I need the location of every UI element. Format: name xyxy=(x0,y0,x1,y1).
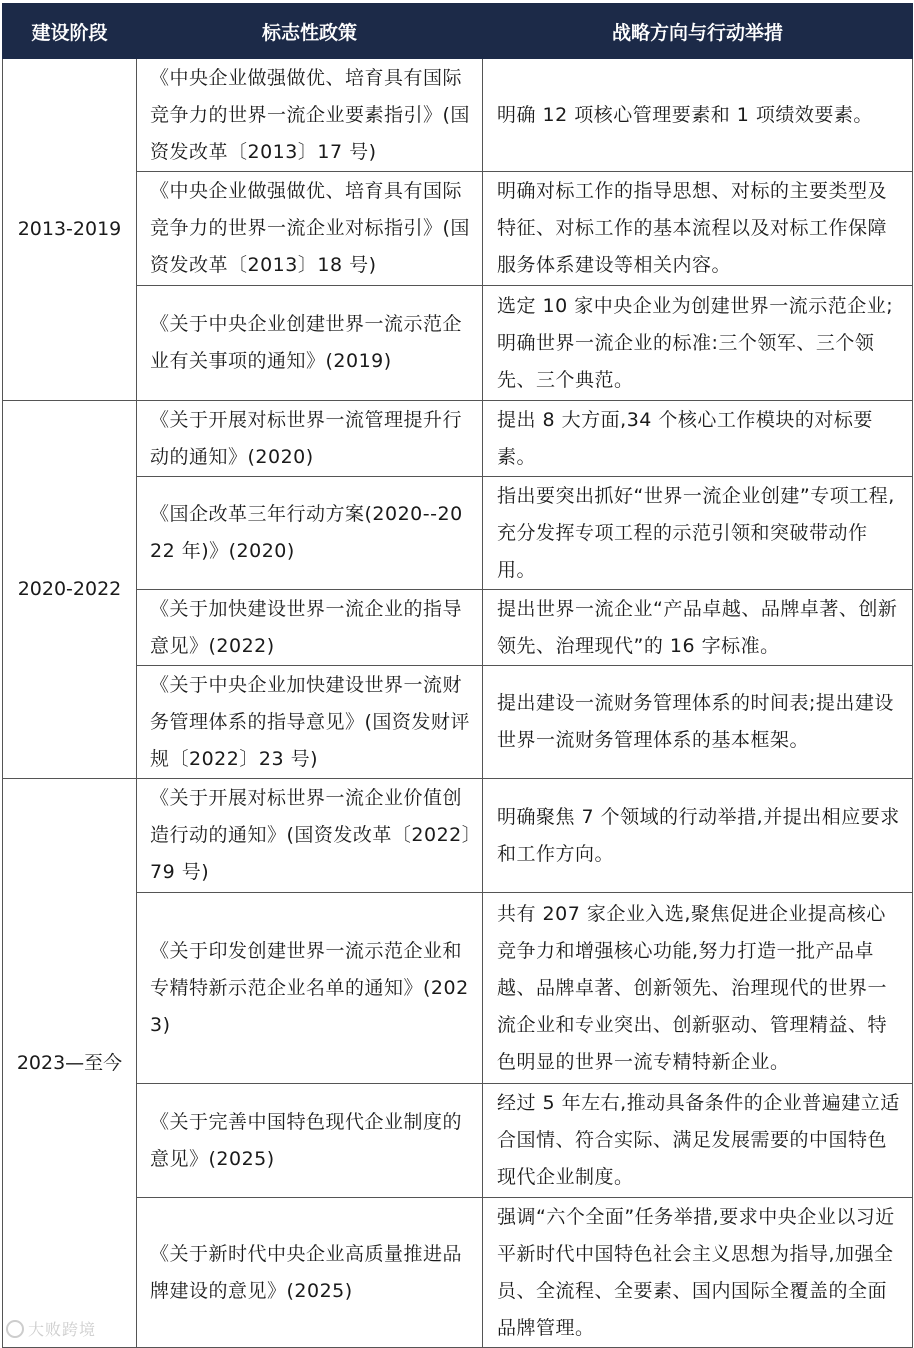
policy-cell: 《关于中央企业创建世界一流示范企业有关事项的通知》(2019) xyxy=(137,286,483,401)
policy-cell: 《关于新时代中央企业高质量推进品牌建设的意见》(2025) xyxy=(137,1198,483,1348)
table-row xyxy=(3,401,913,477)
measure-cell: 选定 10 家中央企业为创建世界一流示范企业;明确世界一流企业的标准:三个领军、三个领先、三个典范。 xyxy=(483,286,913,401)
table-row xyxy=(3,172,913,286)
policy-cell: 《中央企业做强做优、培育具有国际竞争力的世界一流企业要素指引》(国资发改革〔2013〕17 号) xyxy=(137,59,483,172)
header-row xyxy=(3,4,913,59)
watermark-logo-icon xyxy=(6,1320,24,1338)
table-row xyxy=(3,477,913,590)
table-row xyxy=(3,59,913,172)
table-row xyxy=(3,1084,913,1198)
measure-cell: 明确对标工作的指导思想、对标的主要类型及特征、对标工作的基本流程以及对标工作保障服务体系建设等相关内容。 xyxy=(483,172,913,286)
policy-cell: 《中央企业做强做优、培育具有国际竞争力的世界一流企业对标指引》(国资发改革〔2013〕18 号) xyxy=(137,172,483,286)
measure-cell: 强调“六个全面”任务举措,要求中央企业以习近平新时代中国特色社会主义思想为指导,加强全员、全流程、全要素、国内国际全覆盖的全面品牌管理。 xyxy=(483,1198,913,1348)
policy-cell: 《关于开展对标世界一流管理提升行动的通知》(2020) xyxy=(137,401,483,477)
policy-table xyxy=(2,3,913,1348)
stage-cell: 2013-2019 xyxy=(3,59,137,401)
measure-cell: 指出要突出抓好“世界一流企业创建”专项工程,充分发挥专项工程的示范引领和突破带动作用。 xyxy=(483,477,913,590)
table-row xyxy=(3,779,913,893)
measure-cell: 明确聚焦 7 个领域的行动举措,并提出相应要求和工作方向。 xyxy=(483,779,913,893)
policy-cell: 《关于完善中国特色现代企业制度的意见》(2025) xyxy=(137,1084,483,1198)
table-row xyxy=(3,286,913,401)
policy-cell: 《国企改革三年行动方案(2020--2022 年)》(2020) xyxy=(137,477,483,590)
measure-cell: 提出世界一流企业“产品卓越、品牌卓著、创新领先、治理现代”的 16 字标准。 xyxy=(483,590,913,666)
measure-cell: 明确 12 项核心管理要素和 1 项绩效要素。 xyxy=(483,59,913,172)
stage-cell: 2023—至今 xyxy=(3,779,137,1348)
table-row xyxy=(3,893,913,1084)
watermark-text: 大败跨境 xyxy=(28,1320,97,1339)
header-stage: 建设阶段 xyxy=(3,4,137,59)
measure-cell: 经过 5 年左右,推动具备条件的企业普遍建立适合国情、符合实际、满足发展需要的中国特色现代企业制度。 xyxy=(483,1084,913,1198)
watermark xyxy=(6,1317,96,1340)
header-measures: 战略方向与行动举措 xyxy=(483,4,913,59)
table-row xyxy=(3,666,913,779)
policy-cell: 《关于中央企业加快建设世界一流财务管理体系的指导意见》(国资发财评规〔2022〕23 号) xyxy=(137,666,483,779)
measure-cell: 提出建设一流财务管理体系的时间表;提出建设世界一流财务管理体系的基本框架。 xyxy=(483,666,913,779)
policy-cell: 《关于加快建设世界一流企业的指导意见》(2022) xyxy=(137,590,483,666)
policy-cell: 《关于开展对标世界一流企业价值创造行动的通知》(国资发改革〔2022〕79 号) xyxy=(137,779,483,893)
header-policy: 标志性政策 xyxy=(137,4,483,59)
table-row xyxy=(3,1198,913,1348)
measure-cell: 提出 8 大方面,34 个核心工作模块的对标要素。 xyxy=(483,401,913,477)
policy-cell: 《关于印发创建世界一流示范企业和专精特新示范企业名单的通知》(2023) xyxy=(137,893,483,1084)
table-row xyxy=(3,590,913,666)
measure-cell: 共有 207 家企业入选,聚焦促进企业提高核心竞争力和增强核心功能,努力打造一批产品卓越、品牌卓著、创新领先、治理现代的世界一流企业和专业突出、创新驱动、管理精益、特色明显的世界一流专精特新企业。 xyxy=(483,893,913,1084)
stage-cell: 2020-2022 xyxy=(3,401,137,779)
